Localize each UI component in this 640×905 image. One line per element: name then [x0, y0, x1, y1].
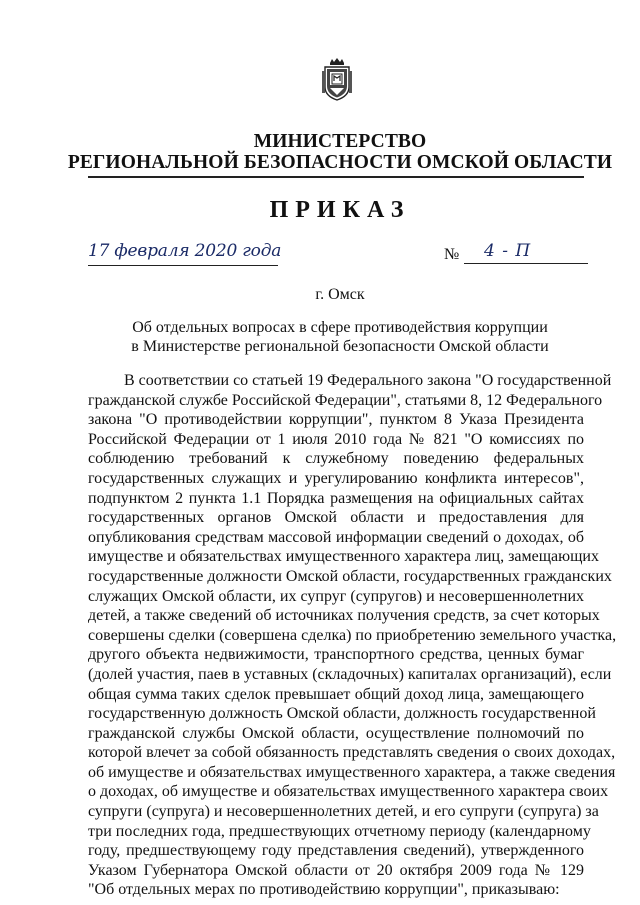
body-line: году, предшествующему году представления сведений), утвержденного [88, 842, 584, 860]
body-line: гражданской службы Омской области, осуществление полномочий по [88, 724, 584, 742]
body-line: подпунктом 2 пункта 1.1 Порядка размещения на официальных сайтах [88, 489, 584, 507]
body-line: которой влечет за собой обязанность представлять сведения о своих доходах, [88, 744, 616, 762]
body-line: В соответствии со статьей 19 Федерального закона "О государственной [124, 372, 612, 389]
body-line: соблюдению требований к служебному поведению федеральных [88, 450, 584, 468]
body-line: "Об отдельных мерах по противодействию коррупции", приказываю: [88, 881, 560, 899]
subject-heading [0, 318, 640, 356]
body-line: служащих Омской области, их супруг (супругов) и несовершеннолетних [88, 587, 584, 605]
body-line: общая сумма таких сделок превышает общий доход лица, замещающего [88, 685, 584, 703]
body-line: другого объекта недвижимости, транспортного средства, ценных бумаг [88, 646, 584, 664]
order-body [88, 371, 617, 900]
subject-line: Об отдельных вопросах в сфере противодействия коррупции [132, 319, 548, 336]
omsk-region-coat-of-arms-icon [321, 57, 353, 101]
number-field [464, 241, 588, 264]
body-line: Российской Федерации от 1 июля 2010 года № 821 "О комиссиях по [88, 430, 584, 448]
body-line: совершены сделки (совершена сделка) по приобретению земельного участка, [88, 626, 617, 644]
date-field [88, 241, 282, 266]
ministry-name-line1: МИНИСТЕРСТВО [253, 131, 427, 152]
body-line: о доходах, об имуществе и обязательствах имущественного характера своих [88, 783, 609, 801]
subject-line: в Министерстве региональной безопасности Омской области [131, 338, 549, 355]
city-label: г. Омск [315, 286, 365, 303]
body-line: гражданской службе Российской Федерации", статьями 8, 12 Федерального [88, 391, 603, 409]
body-line: об имуществе и обязательствах имущественного характера, а также сведения [88, 763, 616, 781]
body-line: (долей участия, паев в уставных (складочных) капиталах организаций), если [88, 665, 612, 683]
handwritten-date: 17 февраля 2020 года [88, 241, 282, 261]
document-title: ПРИКАЗ [269, 197, 411, 223]
number-label: № [444, 246, 460, 263]
body-line: Указом Губернатора Омской области от 20 октября 2009 года № 129 [88, 861, 584, 879]
body-line: опубликования средствам массовой информации сведений о доходах, об [88, 528, 584, 546]
body-line: государственных служащих и урегулированию конфликта интересов", [88, 469, 584, 487]
body-line: государственную должность Омской области, должность государственной [88, 705, 596, 723]
body-line: закона "О противодействии коррупции", пунктом 8 Указа Президента [88, 411, 584, 429]
ministry-name-line2: РЕГИОНАЛЬНОЙ БЕЗОПАСНОСТИ ОМСКОЙ ОБЛАСТИ [67, 152, 613, 173]
body-line: супруги (супруга) и несовершеннолетних детей, и его супруги (супруга) за [88, 803, 599, 821]
body-line: детей, а также сведений об источниках получения средств, за счет которых [88, 607, 600, 625]
body-line: три последних года, предшествующих отчетному периоду (календарному [88, 822, 591, 840]
handwritten-number: 4 - П [484, 241, 532, 261]
body-line: государственные должности Омской области, государственных гражданских [88, 567, 612, 585]
body-line: государственных органов Омской области и предоставления для [88, 509, 584, 527]
body-line: имуществе и обязательствах имущественного характера лиц, замещающих [88, 548, 599, 566]
header-divider [88, 176, 584, 178]
